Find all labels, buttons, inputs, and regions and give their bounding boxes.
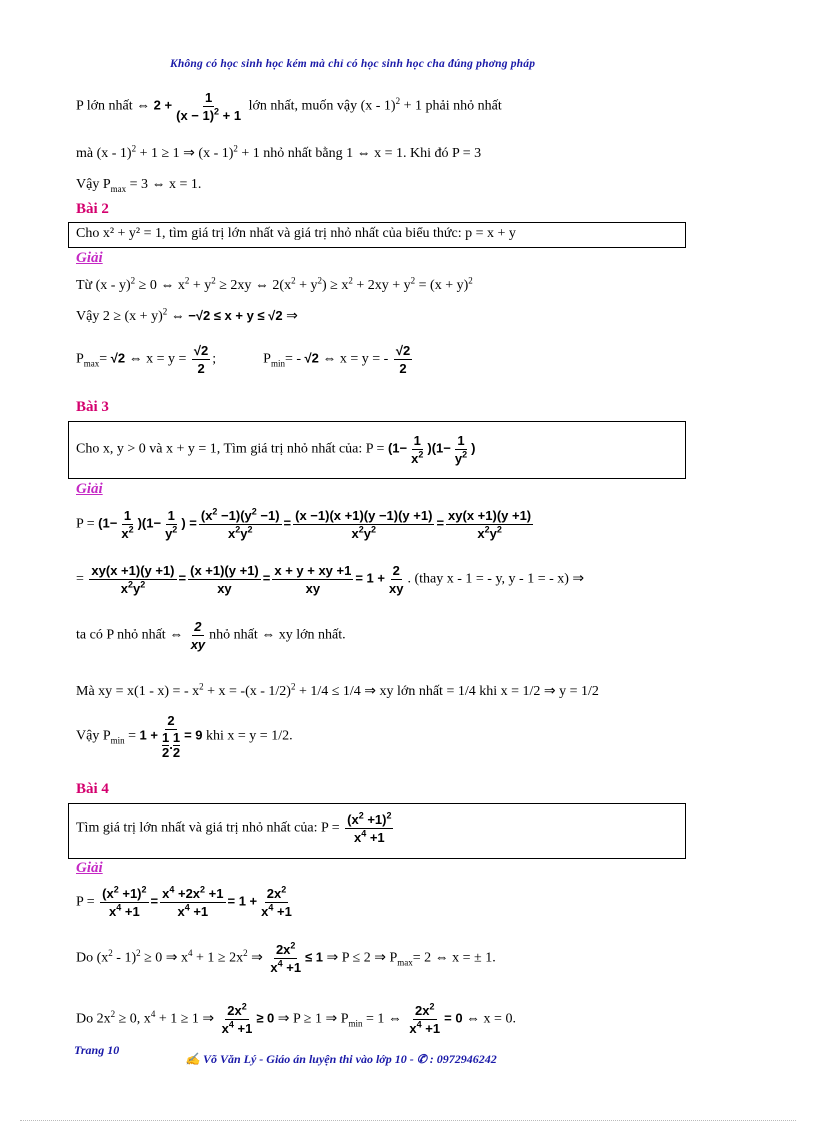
text-line: Mà xy = x(1 - x) = - $x^2 + x = -(x - 1/2)^2 + 1/4 \le 1/4$ ⇒ xy lớn nhất = 1/4 khi x = 1/2 ⇒ y = 1/2 [76, 681, 599, 699]
solution-label: Giải [76, 860, 103, 876]
page-number: Trang 10 [74, 1043, 120, 1057]
phone-icon: ✆ [416, 1052, 427, 1066]
text-line: P lớn nhất ⇔ 2 + $\frac{1}{(x - 1)^2 + 1}$ lớn nhất, muốn vậy (x - 1)$^2$ + 1 phải nhỏ nhất [76, 90, 502, 123]
text-line: ta có P nhỏ nhất ⇔ $\frac{2}{xy}$ nhỏ nhất ⇔ xy lớn nhất. [76, 619, 346, 652]
divider [20, 1120, 796, 1121]
text-line: P = $\frac{(x^2 +1)^2}{x^4 +1}$ = $\frac{x^4 +2x^2 +1}{x^4 +1}$ = 1 + $\frac{2x^2}{x^4 +1}$ [76, 884, 292, 919]
exercise-title: Bài 4 [76, 781, 109, 797]
text-line: Từ (x - y)$^2$ ≥ 0 ⇔ $x^2 + y^2 \ge 2xy$ ⇔ $2(x^2 + y^2) \ge x^2 + 2xy + y^2 = (x + y)^2$ [76, 275, 473, 293]
text-line: P = (1− $\frac{1}{x^2}$ )(1− $\frac{1}{y^2}$ ) = $\frac{(x^2 -1)(y^2 -1)}{x^2y^2}$ = $\frac{(x -1)(x +1)(y -1)(y +1)}{x^2y^2}$ = $\frac{xy(x +1)(y +1)}{x^2y^2}$ [76, 506, 532, 541]
problem-box [68, 222, 686, 248]
solution-label: Giải [76, 481, 103, 497]
problem-text: Cho x² + y² = 1, tìm giá trị lớn nhất và giá trị nhỏ nhất của biểu thức: p = x + y [76, 226, 516, 241]
exercise-title: Bài 2 [76, 201, 109, 217]
text-line: Vậy $P_{max} = 3$ ⇔ x = 1. [76, 177, 202, 194]
exercise-title: Bài 3 [76, 399, 109, 415]
footer [185, 1052, 497, 1067]
pen-icon: ✍ [185, 1052, 200, 1066]
text-line: = $\frac{xy(x +1)(y +1)}{x^2y^2}$ = $\frac{(x +1)(y +1)}{xy}$ = $\frac{x + y + xy +1}{xy}$ = 1 + $\frac{2}{xy}$ . (thay x - 1 = - y, y - 1 = - x) ⇒ [76, 563, 585, 596]
problem-box [68, 803, 686, 859]
problem-text: Cho x, y > 0 và x + y = 1, Tìm giá trị nhỏ nhất của: P = (1− $\frac{1}{x^2}$ )(1− $\frac{1}{y^2}$ ) [76, 433, 476, 466]
text-line: mà (x - 1)$^2$ + 1 ≥ 1 ⇒ (x - 1)$^2$ + 1 nhỏ nhất bằng 1 ⇔ x = 1. Khi đó P = 3 [76, 143, 482, 161]
text-line: Vậy $2 \ge (x + y)^2$ ⇔ −√2 ≤ x + y ≤ √2 ⇒ [76, 306, 298, 324]
problem-text: Tìm giá trị lớn nhất và giá trị nhỏ nhất của: P = $\frac{(x^2 +1)^2}{x^4 +1}$ [76, 810, 392, 845]
solution-label: Giải [76, 250, 103, 266]
footer-author: Võ Văn Lý - Giáo án luyện thi vào lớp 10 - [202, 1052, 417, 1066]
text-line: $P_{max}= √2$ ⇔ x = y = $\frac{√2}{2}$ ; $P_{min}= - √2$ ⇔ x = y = - $\frac{√2}{2}$ [76, 343, 411, 376]
problem-box [68, 421, 686, 479]
footer-phone: : 0972946242 [429, 1052, 497, 1066]
text-line: Vậy $P_{min} = 1$ + 2 $\frac{1}{2}$ . $\frac{1}{2}$ = 9 khi x = y = 1/2. [76, 713, 293, 760]
text-line: Do $(x^2 - 1)^2 \ge 0$ ⇒ $x^4 + 1 \ge 2x^2$ ⇒ $\frac{2x^2}{x^4 +1}$ ≤ 1 ⇒ P ≤ 2 ⇒ $P_{max}= 2$ ⇔ x = ± 1. [76, 940, 496, 975]
page-header: Không có học sinh học kém mà chỉ có học sinh học cha đúng phơng pháp [170, 58, 536, 70]
text-line: Do $2x^2 \ge 0$, $x^4 + 1 \ge 1$ ⇒ $\frac{2x^2}{x^4 +1}$ ≥ 0 ⇒ P ≥ 1 ⇒ $P_{min} = 1$ ⇔ $\frac{2x^2}{x^4 +1}$ = 0 ⇔ x = 0. [76, 1001, 516, 1036]
